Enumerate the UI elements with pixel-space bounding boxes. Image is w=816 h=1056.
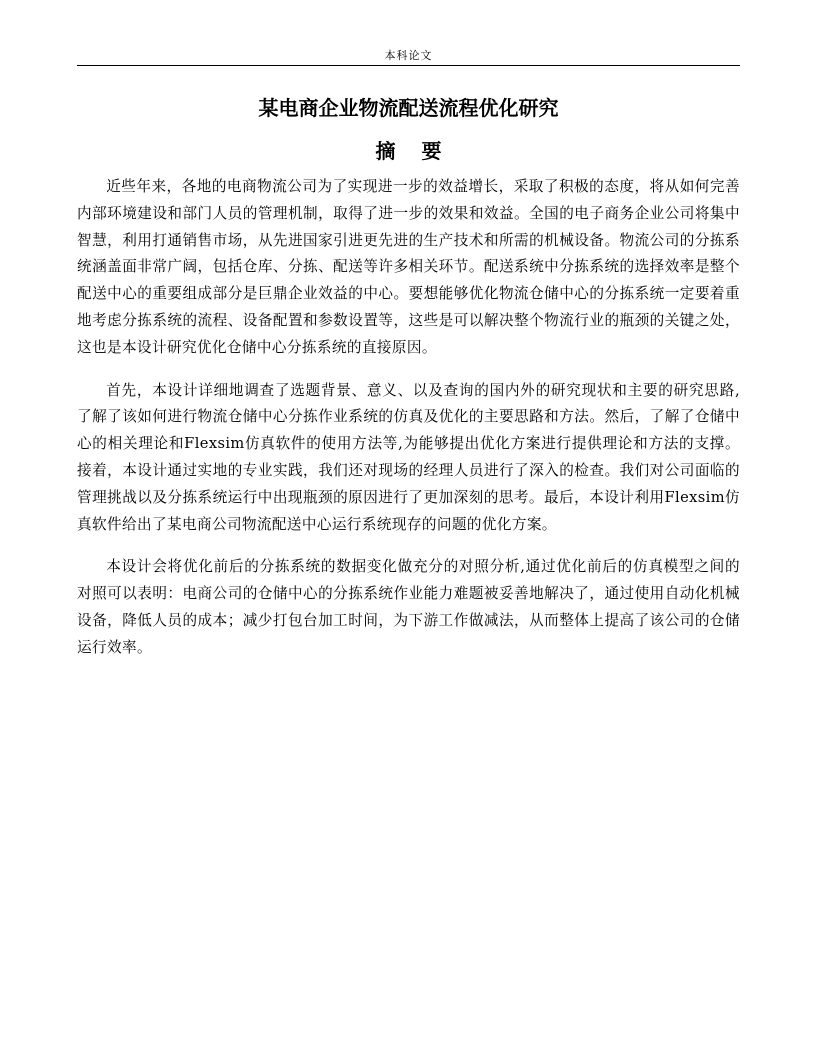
- paper-title: 某电商企业物流配送流程优化研究: [258, 96, 559, 120]
- abstract-paragraph-2: 首先，本设计详细地调查了选题背景、意义、以及查询的国内外的研究现状和主要的研究思路,了解了该如何进行物流仓储中心分拣作业系统的仿真及优化的主要思路和方法。然后，了解了仓储中心的相关理论和Flexsim仿真软件的使用方法等,为能够提出优化方案进行提供理论和方法的支撑。接着，本设计通过实地的专业实践，我们还对现场的经理人员进行了深入的检查。我们对公司面临的管理挑战以及分拣系统运行中出现瓶颈的原因进行了更加深刻的思考。最后，本设计利用Flexsim仿真软件给出了某电商公司物流配送中心运行系统现存的问题的优化方案。: [77, 381, 740, 533]
- abstract-paragraph-3: 本设计会将优化前后的分拣系统的数据变化做充分的对照分析,通过优化前后的仿真模型之间的对照可以表明：电商公司的仓储中心的分拣系统作业能力难题被妥善地解决了，通过使用自动化机械设备，降低人员的成本；减少打包台加工时间，为下游工作做减法，从而整体上提高了该公司的仓储运行效率。: [77, 558, 740, 656]
- abstract-heading: [77, 137, 740, 165]
- abstract-heading-right: 要: [421, 139, 442, 163]
- running-header: 本科论文: [384, 49, 433, 62]
- abstract-paragraph-1: 近些年来，各地的电商物流公司为了实现进一步的效益增长，采取了积极的态度，将从如何完善内部环境建设和部门人员的管理机制，取得了进一步的效果和效益。全国的电子商务企业公司将集中智慧，利用打通销售市场，从先进国家引进更先进的生产技术和所需的机械设备。物流公司的分拣系统涵盖面非常广阔，包括仓库、分拣、配送等许多相关环节。配送系统中分拣系统的选择效率是整个配送中心的重要组成部分是巨鼎企业效益的中心。要想能够优化物流仓储中心的分拣系统一定要着重地考虑分拣系统的流程、设备配置和参数设置等，这些是可以解决整个物流行业的瓶颈的关键之处，这也是本设计研究优化仓储中心分拣系统的直接原因。: [77, 178, 740, 356]
- abstract-heading-left: 摘: [375, 139, 396, 163]
- header-rule: [77, 65, 740, 66]
- abstract-body: [77, 174, 740, 678]
